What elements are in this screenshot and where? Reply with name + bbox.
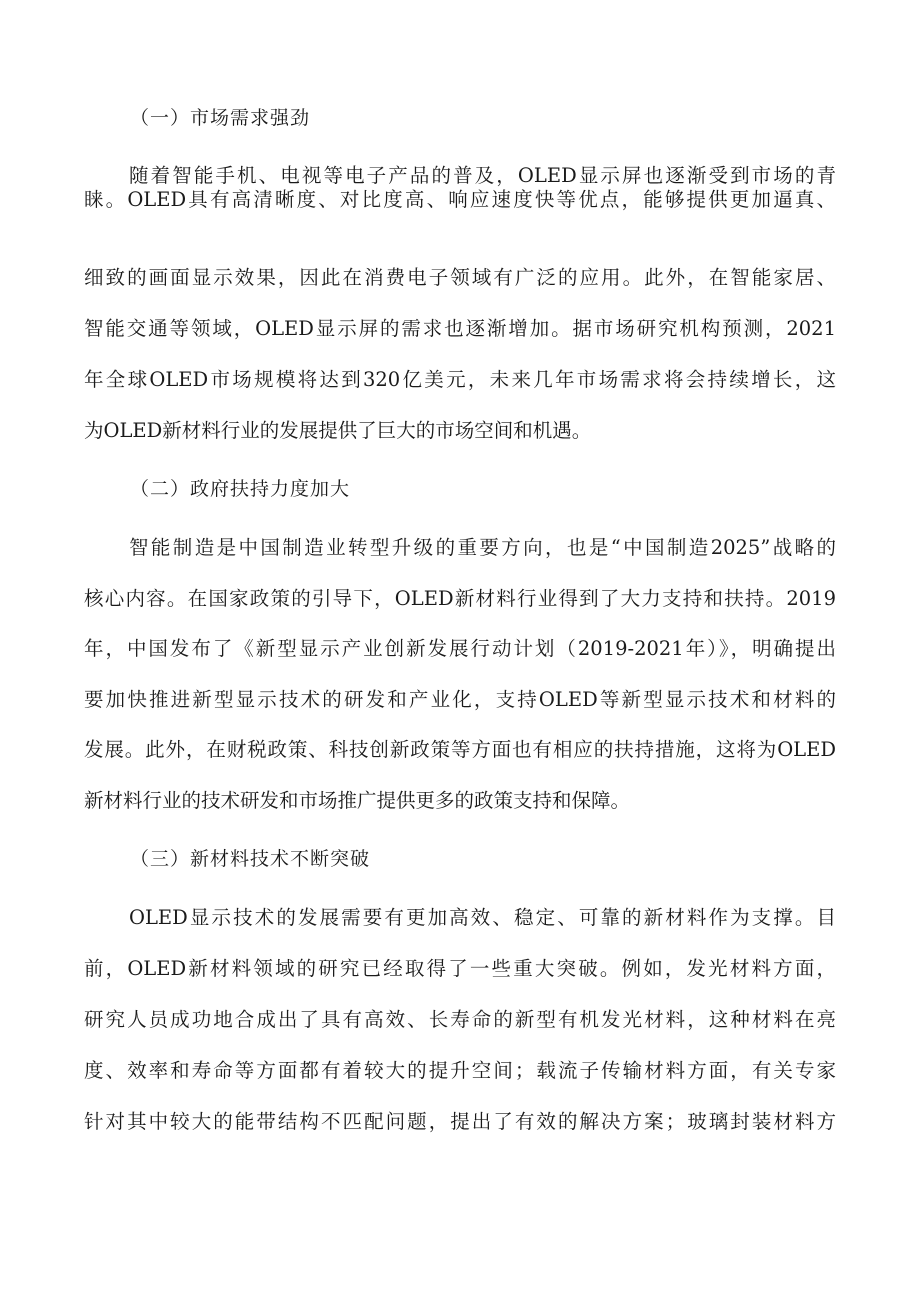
paragraph-line: OLED显示技术的发展需要有更加高效、稳定、可靠的新材料作为支撑。目 xyxy=(129,906,836,929)
paragraph-line: 睐。OLED具有高清晰度、对比度高、响应速度快等优点，能够提供更加逼真、 xyxy=(84,188,836,211)
paragraph-line: 随着智能手机、电视等电子产品的普及，OLED显示屏也逐渐受到市场的青 xyxy=(129,164,836,187)
section-heading-2: （二）政府扶持力度加大 xyxy=(130,478,351,500)
paragraph-line: 核心内容。在国家政策的引导下，OLED新材料行业得到了大力支持和扶持。2019 xyxy=(84,587,836,610)
paragraph-line: 发展。此外，在财税政策、科技创新政策等方面也有相应的扶持措施，这将为OLED xyxy=(84,738,836,761)
section-heading-3: （三）新材料技术不断突破 xyxy=(130,848,371,870)
paragraph-line: 度、效率和寿命等方面都有着较大的提升空间；载流子传输材料方面，有关专家 xyxy=(84,1059,836,1082)
paragraph-line: 细致的画面显示效果，因此在消费电子领域有广泛的应用。此外，在智能家居、 xyxy=(84,266,836,289)
paragraph-line: 智能制造是中国制造业转型升级的重要方向，也是“中国制造2025”战略的 xyxy=(129,536,836,559)
paragraph-line: 研究人员成功地合成出了具有高效、长寿命的新型有机发光材料，这种材料在亮 xyxy=(84,1008,836,1031)
paragraph-line: 年全球OLED市场规模将达到320亿美元，未来几年市场需求将会持续增长，这 xyxy=(84,368,836,391)
paragraph-line: 智能交通等领域，OLED显示屏的需求也逐渐增加。据市场研究机构预测，2021 xyxy=(84,317,836,340)
paragraph-line: 前，OLED新材料领域的研究已经取得了一些重大突破。例如，发光材料方面， xyxy=(84,957,836,980)
paragraph-line: 为OLED新材料行业的发展提供了巨大的市场空间和机遇。 xyxy=(84,419,592,442)
paragraph-line: 年，中国发布了《新型显示产业创新发展行动计划（2019-2021年）》，明确提出 xyxy=(84,637,836,660)
paragraph-line: 针对其中较大的能带结构不匹配问题，提出了有效的解决方案；玻璃封装材料方 xyxy=(84,1110,836,1133)
paragraph-line: 新材料行业的技术研发和市场推广提供更多的政策支持和保障。 xyxy=(84,789,631,812)
section-heading-1: （一）市场需求强劲 xyxy=(130,107,311,129)
paragraph-line: 要加快推进新型显示技术的研发和产业化，支持OLED等新型显示技术和材料的 xyxy=(84,688,836,711)
